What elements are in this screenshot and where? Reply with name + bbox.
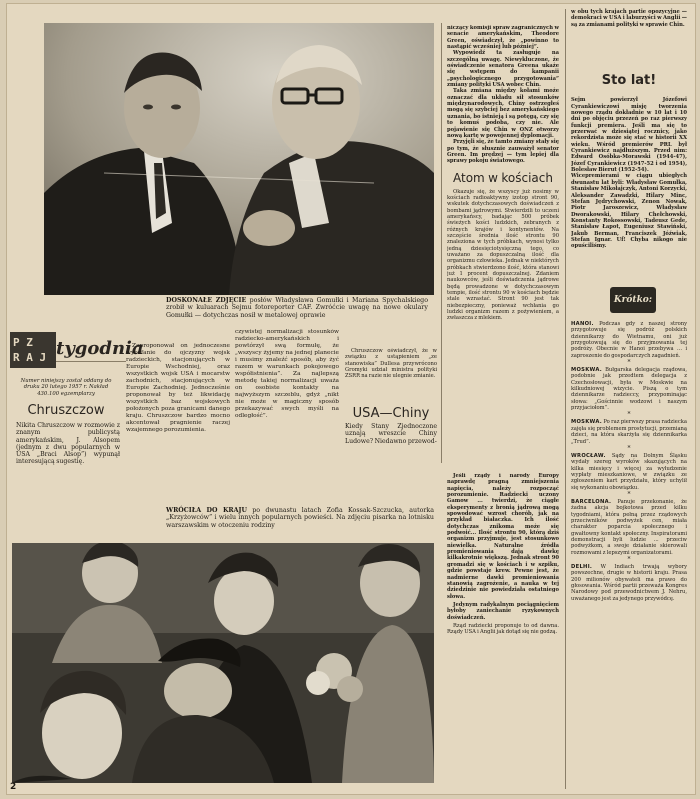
krotko-logo — [610, 287, 656, 313]
section-logo — [10, 332, 56, 368]
far-right-top-text: w obu tych krajach partie opozycyjne — demokraci w USA i laburzyści w Anglii — są za zmianami polityki w sprawie Chin. — [571, 9, 687, 28]
column-middle-3-top: Chruszczow oświadczył, że w związku z ustąpieniem „ze stanowiska” Dullesa przywrócono Gromyki udział ministra polityki ZSRR na razie nie ulegnie zmianie. — [345, 348, 437, 380]
sto-lat-text: Sejm powierzył Józefowi Cyrankiewiczowi misję tworzenia nowego rządu dokładnie w 10 lat i 10 dni po objęciu przezeń po raz pierwszy funkcji premiera. Jeśli ma się to przerwać w dziesiątej rocznicy, jako rekordzista może się stać w historii XX wieku. Wśród premierów PRL był Cyrankiewicz najdłuższym. Przed nim: Edward Osóbka-Morawski (1944-47), Józef Cyrankiewicz (1947-52 i od 1954), Bolesław Bierut (1952-54). Wicepremierami w ciągu ubiegłych dwunastu lat byli: Władysław Gomułka, Stanisław Mikołajczyk, Antoni Korzycki, Aleksander Zawadzki, Hilary Minc, Stefan Jędrychowski, Zenon Nowak, Piotr Jaroszewicz, Władysław Dworakowski, Hilary Chełchowski, Konstanty Rokossowski, Tadeusz Gede, Stanisław Łapot, Eugeniusz Stawiński, Jakub Berman, Franciszek Jóźwiak, Stefan Ignar. Uf! Chyba nikogo nie opuściliśmy. — [571, 97, 687, 250]
news-separator: * — [627, 444, 631, 452]
column-middle-1: Zaproponował on jednoczesne wycofanie do ojczyzny wojsk radzieckich, stacjonujących w Europie Wschodniej, oraz wszystkich wojsk USA i mocarstw zachodnich, stacjonujących w Europie Zachodniej. Jednocześnie proponował by też likwidację wszystkich baz wojskowych położonych poza granicami danego kraju. Chruszczow bardzo mocno akcentował pragnienie raczej wzajemnego porozumienia. — [126, 343, 230, 433]
magazine-page — [6, 3, 696, 795]
atom-continued-column: Jeśli rządy i narody Europy naprawdę pragną zmniejszenia napięcia, należy rozpocząć porozumienie. Radziecki uczony Gamow ... twierdzi, że ciągłe eksperymenty z bronią jądrową mogą spowodować wzrost chorób, jak na przykład białaczka. Ich ilość dotychczas znikoma może się podwoić... Ilość strontu 90, którą dziś organizm przyjmuje, jest stosunkowo niewielka. Naturalne źródła promieniowania dają dawkę kilkakrotnie większą. Jednak stront 90 gromadzi się w kościach i w szpiku, gdzie powstaje krew. Pewne jest, że nadmierne dawki promieniowania stanowią zagrożenie, a nauka w tej dziedzinie nie powiedziała ostatniego słowa. Jedynym radykalnym pociągnięciem byłoby zaniechanie ryzykownych doświadczeń. Rząd radziecki proponuje to od dawna. Rządy USA i Anglii jak dotąd się nie godzą. — [447, 473, 559, 636]
krotko-news-list — [571, 321, 687, 787]
top-photo-caption: DOSKONAŁE ZDJĘCIE posłów Władysława Gomułki i Mariana Spychalskiego zrobił w kuluarach Sejmu fotoreporter CAF. Zwróćcie uwagę na nowe okulary Gomułki — dotychczas nosił w metalowej oprawie — [166, 297, 428, 319]
chruszczow-lead: Nikita Chruszczow w rozmowie z znanym publicystą amerykańskim, J. Alsopem (jednym z dwu popularnych w USA „Braci Alsop”) wypunął interesującą sugestię. — [16, 422, 120, 466]
news-separator: * — [627, 359, 631, 367]
news-item: BARCELONA. Panuje przekonanie, że żadna akcja bojkotowa przed kilku tygodniami, która pełną przez rządowych przeciwników podwyżek cen, miała charakter poparcia społecznego i gwałtowny kontakt społeczny. Inspiratorami demonstracji byli ludzie ... przeciw podwyżkom, a swoje działanie skierowali rozmowami z lepszymi organizatorami. — [571, 498, 687, 556]
section-title: tygodnia — [56, 338, 144, 359]
section-logo-letters: P Z R A J — [13, 336, 47, 364]
usa-chiny-continued: niczący komisji spraw zagranicznych w senacie amerykańskim, Theodore Green, oświadczył, że „powinno to nastąpić wcześniej lub później”. Wypowiedź ta zasługuje na szczególną uwagę. Niewykluczone, że oświadczenie senatora Greena ukaże się wstępem do kampanii „psychologicznego przygotowania” zmiany polityki USA wobec Chin. Taka zmiana między kołami może oznaczać dla układu sił stosunków międzynarodowych, Chiny ostrzegłeś mogą się szybciej bez amerykańskiego uznania, bo istnieją i są potęgą, czy się to komuś podoba, czy nie. Ale pojawienie się Chin w ONZ otworzy nową kartę w powojennej dyplomacji. Przyjęli się, że tamto zmiany stały się po tym, że słusznie zauważył senator Green. Im prędzej — tym lepiej dla sprawy pokoju światowego. Atom w kościach Okazuje się, że wszyscy już nosimy w kościach radioaktywny izotop stront 90, wskutek dotychczasowych doświadczeń z bombami jądrowymi. Stwierdzili to uczeni amerykańscy, badając 500 próbek świeżych kości ludzkich, zebranych z różnych krajów i kontynentów. Na szczęście średnia ilość strontu 90 znaleziona w tych próbkach, wynosi tylko jedną dziesięciotysięczną tego, co uważano za dopuszczalną ilość dla organizmu człowieka. Jednak w niektórych próbkach stwierdzono ilość, która stanowi już 1 procent dopuszczalnej. Zdaniem naukowców, jeśli doświadczenia jądrowe będą prowadzone w dotychczasowym tempie, ilość strontu 90 w kościach będzie stale wzrastać. Stront 90 jest tak niebezpieczny, ponieważ wchłania go ludzki organizm razem z pożywieniem, a zwłaszcza z mlekiem. — [447, 25, 559, 322]
bottom-photo-caption: WRÓCIŁA DO KRAJU po dwunastu latach Zofia Kossak-Szczucka, autorka „Krzyżowców” i wielu innych popularnych powieści. Na zdjęciu pisarka na lotnisku warszawskim w otoczeniu rodziny — [166, 507, 434, 529]
news-item: MOSKWA. Bułgarska delegacja rządowa, podobnie jak przedtem delegacja z Czechosłowacji, była w Moskwie na kilkudniowej wizycie. Piszą o tym dziennikarze radzieccy, przypominając słowa: „Gościnnie wodzowi i naszym przyjaciołom”. — [571, 367, 687, 412]
news-separator: * — [627, 411, 631, 419]
krotko-logo-text: Krótko: — [613, 295, 653, 305]
atom-text: Okazuje się, że wszyscy już nosimy w kościach radioaktywny izotop stront 90, wskutek dotychczasowych doświadczeń z bombami jądrowymi. Stwierdzili to uczeni amerykańscy, badając 500 próbek świeżych kości ludzkich, zebranych z różnych krajów i kontynentów. Na szczęście średnia ilość strontu 90 znaleziona w tych próbkach, wynosi tylko jedną dziesięciotysięczną tego, co uważano za dopuszczalną ilość dla organizmu człowieka. Jednak w niektórych próbkach stwierdzono ilość, która stanowi już 1 procent dopuszczalnej. Zdaniem naukowców, jeśli doświadczenia jądrowe będą prowadzone w dotychczasowym tempie, ilość strontu 90 w kościach będzie stale wzrastać. Stront 90 jest tak niebezpieczny, ponieważ wchłania go ludzki organizm razem z pożywieniem, a zwłaszcza z mlekiem. — [447, 188, 559, 322]
news-item: DELHI. W Indiach trwają wybory powszechne, drugie w historii kraju. Prasa 200 milionów obywateli ma prawo do głosowania. Wśród partii przeważa Kongres Narodowy pod przewodnictwem J. Nehru, uważanego jest za jedynego przywódcę. — [571, 564, 687, 602]
section-underline — [56, 361, 126, 362]
news-item: MOSKWA. Po raz pierwszy prasa radziecka zajęła się problemem prostytucji, przemianą dzieci, na która skarżyła się dziennikarka „Trud”. — [571, 419, 687, 445]
atom-headline: Atom w kościach — [453, 170, 553, 185]
page-number: 2 — [10, 782, 17, 792]
news-item: HANOI. Podczas gdy z naszej strony przygotowuje się podróż polskich dziennikarzy do Wietnamu, oni już przygotowują się do przyjmowania tej podróży. Obecnie w Hanoi przebywa ... i zaproszenie do gospodarczych zagadnień. — [571, 321, 687, 359]
gomulka-spychalski-photo — [44, 23, 434, 295]
news-item: WROCŁAW. Sądy na Dolnym Śląsku wydały szereg wyroków skazujących na kilka miesięcy i więcej za wyłudzenie wypłaty mieszkaniowe, w związku ze zgłoszeniem kart przydziału, który uchylił się wykonaniu obowiązku. — [571, 452, 687, 491]
rule-right-2 — [565, 9, 566, 789]
issue-note: Numer niniejszy został oddany do druku 20 lutego 1957 r. Nakład 430.100 egzemplarzy — [20, 378, 112, 397]
news-separator: * — [627, 556, 631, 563]
chruszczow-headline: Chruszczow — [27, 403, 105, 418]
rule-right-1 — [441, 23, 442, 463]
usa-chiny-headline: USA—Chiny — [352, 406, 430, 421]
news-separator: * — [627, 490, 631, 498]
column-middle-2: czywistej normalizacji stosunków radziecko-amerykańskich i powtórzył swą formułę, że „wszyscy żyjemy na jednej planecie i musimy znaleźć sposób, aby żyć razem w warunkach pokojowego współistnienia”. Za najlepszą metodę takiej normalizacji uważa on osobiste kontakty na najwyższym szczeblu, gdyż „nikt nie może w magiczny sposób przekazywać swych myśli na odległość”. — [235, 329, 339, 419]
kossak-szczucka-photo — [12, 543, 434, 783]
usa-chiny-lead: Kiedy Stany Zjednoczone uznają wreszcie Chiny Ludowe? Niedawno przewod- — [345, 423, 437, 445]
sto-lat-headline: Sto lat! — [601, 73, 657, 88]
